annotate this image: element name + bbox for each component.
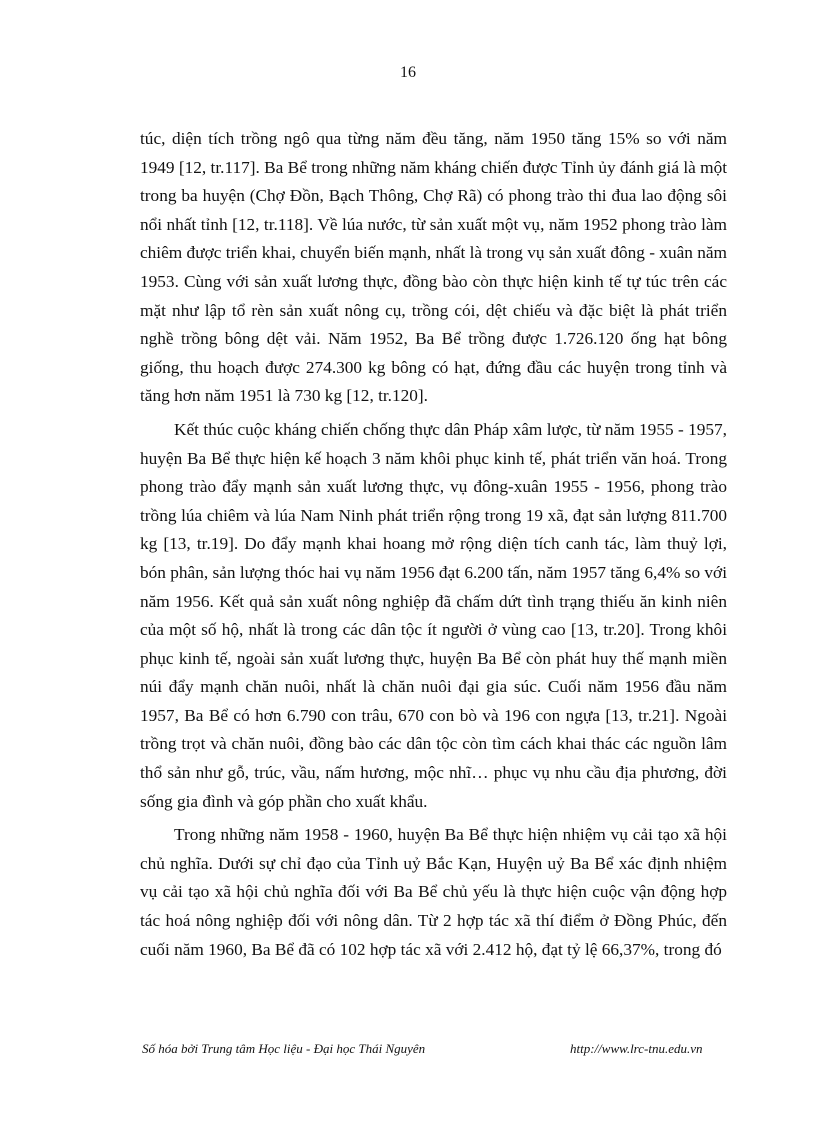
paragraph-1: túc, diện tích trồng ngô qua từng năm đều tăng, năm 1950 tăng 15% so với năm 1949 [12, tr.117]. Ba Bể trong những năm kháng chiến được Tỉnh ủy đánh giá là một trong ba huyện (Chợ Đồn, Bạch Thông, Chợ Rã) có phong trào thi đua lao động sôi nổi nhất tỉnh [12, tr.118]. Về lúa nước, từ sản xuất một vụ, năm 1952 phong trào làm chiêm được triển khai, chuyển biến mạnh, nhất là trong vụ sản xuất đông - xuân năm 1953. Cùng với sản xuất lương thực, đồng bào còn thực hiện kinh tế tự túc trên các mặt như lập tổ rèn sản xuất nông cụ, trồng cói, dệt chiếu và đặc biệt là phát triển nghề trồng bông dệt vải. Năm 1952, Ba Bể trồng được 1.726.120 ống hạt bông giống, thu hoạch được 274.300 kg bông có hạt, đứng đầu các huyện trong tỉnh và tăng hơn năm 1951 là 730 kg [12, tr.120]. xyxy=(140,129,728,406)
paragraph-2: Kết thúc cuộc kháng chiến chống thực dân Pháp xâm lược, từ năm 1955 - 1957, huyện Ba Bể thực hiện kế hoạch 3 năm khôi phục kinh tế, phát triển văn hoá. Trong phong trào đẩy mạnh sản xuất lương thực, vụ đông-xuân 1955 - 1956, phong trào trồng lúa chiêm và lúa Nam Ninh phát triển rộng trong 19 xã, đạt sản lượng 811.700 kg [13, tr.19]. Do đẩy mạnh khai hoang mở rộng diện tích canh tác, làm thuỷ lợi, bón phân, sản lượng thóc hai vụ năm 1956 đạt 6.200 tấn, năm 1957 tăng 6,4% so với năm 1956. Kết quả sản xuất nông nghiệp đã chấm dứt tình trạng thiếu ăn kinh niên của một số hộ, nhất là trong các dân tộc ít người ở vùng cao [13, tr.20]. Trong khôi phục kinh tế, ngoài sản xuất lương thực, huyện Ba Bể còn phát huy thế mạnh miền núi đẩy mạnh chăn nuôi, nhất là chăn nuôi đại gia súc. Cuối năm 1956 đầu năm 1957, Ba Bể có hơn 6.790 con trâu, 670 con bò và 196 con ngựa [13, tr.21]. Ngoài trồng trọt và chăn nuôi, đồng bào các dân tộc còn tìm cách khai thác các nguồn lâm thổ sản như gỗ, trúc, vầu, nấm hương, mộc nhĩ… phục vụ nhu cầu địa phương, đời sống gia đình và góp phần cho xuất khẩu. xyxy=(140,419,727,811)
page-number: 16 xyxy=(400,64,416,81)
document-body xyxy=(140,125,727,964)
footer-url: http://www.lrc-tnu.edu.vn xyxy=(570,1041,703,1056)
paragraph-3: Trong những năm 1958 - 1960, huyện Ba Bể thực hiện nhiệm vụ cải tạo xã hội chủ nghĩa. Dưới sự chỉ đạo của Tỉnh uỷ Bắc Kạn, Huyện uỷ Ba Bể xác định nhiệm vụ cải tạo xã hội chủ nghĩa đối với Ba Bể chủ yếu là thực hiện cuộc vận động hợp tác hoá nông nghiệp đối với nông dân. Từ 2 hợp tác xã thí điểm ở Đồng Phúc, đến cuối năm 1960, Ba Bể đã có 102 hợp tác xã với 2.412 hộ, đạt tỷ lệ 66,37%, trong đó xyxy=(140,825,727,959)
footer-attribution: Số hóa bởi Trung tâm Học liệu - Đại học Thái Nguyên xyxy=(142,1041,426,1056)
